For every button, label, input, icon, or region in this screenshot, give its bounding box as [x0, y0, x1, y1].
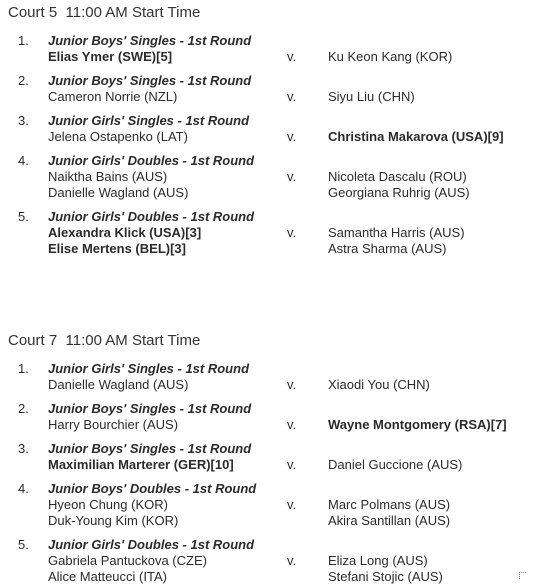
round-label: Junior Girls' Doubles - 1st Round: [48, 537, 255, 552]
player-left: Maximilian Marterer (GER)[10]: [48, 457, 234, 472]
corner-mark: [519, 572, 526, 579]
round-label: Junior Girls' Singles - 1st Round: [48, 361, 250, 376]
versus-label: v.: [287, 169, 297, 184]
match-number: 2.: [18, 73, 29, 88]
player-right: Daniel Guccione (AUS): [328, 457, 463, 472]
player-right: Stefani Stojic (AUS): [328, 569, 443, 584]
player-left: Danielle Wagland (AUS): [48, 377, 189, 392]
player-left: Danielle Wagland (AUS): [48, 185, 189, 200]
player-left: Naiktha Bains (AUS): [48, 169, 168, 184]
player-right: Marc Polmans (AUS): [328, 497, 451, 512]
round-label: Junior Girls' Doubles - 1st Round: [48, 153, 255, 168]
player-right: Astra Sharma (AUS): [328, 241, 447, 256]
player-right: Eliza Long (AUS): [328, 553, 428, 568]
match-number: 5.: [18, 209, 29, 224]
player-left: Duk-Young Kim (KOR): [48, 513, 179, 528]
player-left: Harry Bourchier (AUS): [48, 417, 179, 432]
player-left: Elise Mertens (BEL)[3]: [48, 241, 186, 256]
player-right: Nicoleta Dascalu (ROU): [328, 169, 467, 184]
player-right: Wayne Montgomery (RSA)[7]: [328, 417, 507, 432]
round-label: Junior Boys' Singles - 1st Round: [48, 401, 252, 416]
match-number: 1.: [18, 33, 29, 48]
player-right: Akira Santillan (AUS): [328, 513, 451, 528]
versus-label: v.: [287, 417, 297, 432]
player-left: Gabriela Pantuckova (CZE): [48, 553, 207, 568]
round-label: Junior Boys' Singles - 1st Round: [48, 33, 252, 48]
player-right: Ku Keon Kang (KOR): [328, 49, 453, 64]
player-right: Christina Makarova (USA)[9]: [328, 129, 504, 144]
round-label: Junior Boys' Doubles - 1st Round: [48, 481, 257, 496]
match-number: 1.: [18, 361, 29, 376]
player-left: Alexandra Klick (USA)[3]: [48, 225, 202, 240]
match-number: 4.: [18, 153, 29, 168]
round-label: Junior Girls' Singles - 1st Round: [48, 113, 250, 128]
versus-label: v.: [287, 89, 297, 104]
versus-label: v.: [287, 49, 297, 64]
versus-label: v.: [287, 377, 297, 392]
versus-label: v.: [287, 553, 297, 568]
versus-label: v.: [287, 457, 297, 472]
player-right: Georgiana Ruhrig (AUS): [328, 185, 470, 200]
player-right: Xiaodi You (CHN): [328, 377, 430, 392]
round-label: Junior Boys' Singles - 1st Round: [48, 73, 252, 88]
player-left: Cameron Norrie (NZL): [48, 89, 178, 104]
player-left: Jelena Ostapenko (LAT): [48, 129, 188, 144]
player-right: Samantha Harris (AUS): [328, 225, 465, 240]
court-header: Court 5 11:00 AM Start Time: [8, 4, 201, 21]
versus-label: v.: [287, 129, 297, 144]
round-label: Junior Boys' Singles - 1st Round: [48, 441, 252, 456]
court-header: Court 7 11:00 AM Start Time: [8, 332, 201, 349]
match-number: 4.: [18, 481, 29, 496]
player-left: Alice Matteucci (ITA): [48, 569, 167, 584]
match-number: 3.: [18, 441, 29, 456]
match-number: 5.: [18, 537, 29, 552]
match-number: 3.: [18, 113, 29, 128]
versus-label: v.: [287, 225, 297, 240]
match-number: 2.: [18, 401, 29, 416]
player-left: Hyeon Chung (KOR): [48, 497, 168, 512]
round-label: Junior Girls' Doubles - 1st Round: [48, 209, 255, 224]
versus-label: v.: [287, 497, 297, 512]
player-left: Elias Ymer (SWE)[5]: [48, 49, 173, 64]
player-right: Siyu Liu (CHN): [328, 89, 415, 104]
